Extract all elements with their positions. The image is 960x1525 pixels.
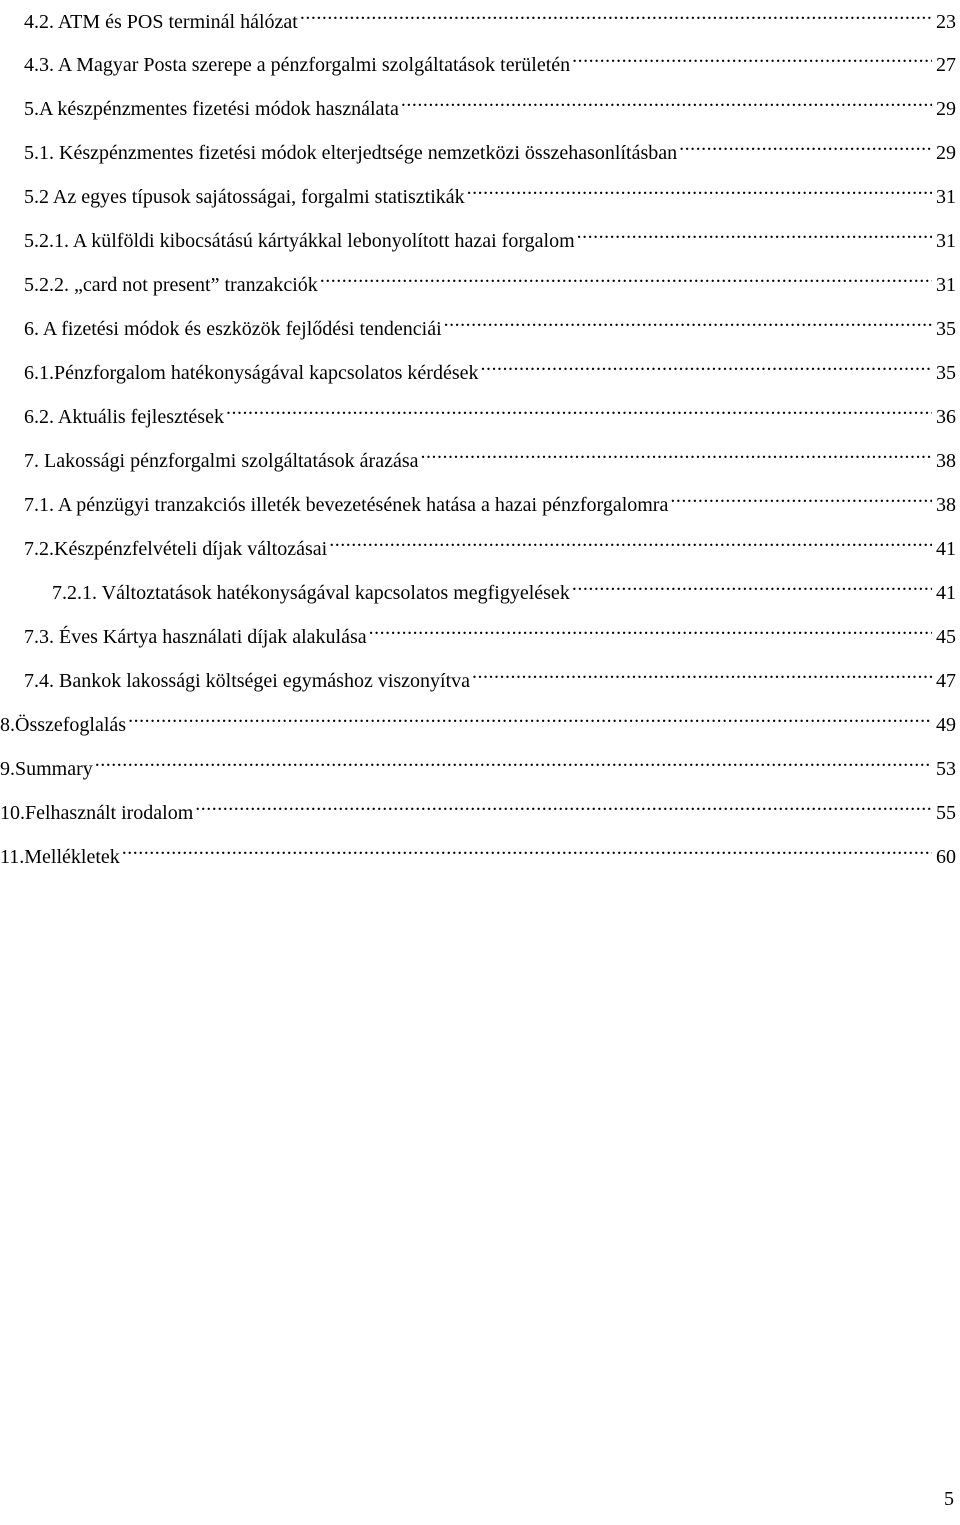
toc-entry[interactable] — [0, 745, 956, 780]
toc-leader-dots — [401, 85, 932, 115]
toc-entry-page: 23 — [932, 7, 956, 37]
toc-leader-dots — [572, 41, 932, 71]
toc-entry[interactable] — [24, 657, 956, 692]
toc-entry[interactable] — [24, 41, 956, 76]
toc-entry-page: 27 — [932, 50, 956, 80]
toc-leader-dots — [195, 789, 932, 819]
toc-entry-title: 5.2.2. „card not present” tranzakciók — [24, 270, 320, 300]
toc-entry-title: 10.Felhasznált irodalom — [0, 798, 195, 828]
toc-entry-title: 5.A készpénzmentes fizetési módok használata — [24, 94, 401, 124]
toc-entry[interactable] — [52, 569, 956, 604]
toc-leader-dots — [300, 0, 932, 28]
toc-entry-title: 9.Summary — [0, 754, 95, 784]
toc-entry-title: 4.2. ATM és POS terminál hálózat — [24, 7, 300, 37]
toc-entry[interactable] — [24, 173, 956, 208]
toc-entry-page: 29 — [932, 138, 956, 168]
toc-leader-dots — [572, 569, 932, 599]
toc-entry-title: 7.2.1. Változtatások hatékonyságával kapcsolatos megfigyelések — [52, 578, 572, 608]
toc-entry[interactable] — [0, 701, 956, 736]
toc-entry-page: 41 — [932, 534, 956, 564]
toc-entry-page: 36 — [932, 402, 956, 432]
toc-entry-page: 38 — [932, 446, 956, 476]
toc-entry-title: 6.2. Aktuális fejlesztések — [24, 402, 226, 432]
toc-entry-title: 6.1.Pénzforgalom hatékonyságával kapcsolatos kérdések — [24, 358, 481, 388]
toc-entry[interactable] — [24, 217, 956, 252]
toc-entry-page: 49 — [932, 710, 956, 740]
toc-entry-page: 47 — [932, 666, 956, 696]
toc-entry[interactable] — [24, 305, 956, 340]
toc-entry-title: 7.1. A pénzügyi tranzakciós illeték bevezetésének hatása a hazai pénzforgalomra — [24, 490, 670, 520]
toc-entry[interactable] — [24, 0, 956, 33]
toc-entry-title: 6. A fizetési módok és eszközök fejlődési tendenciái — [24, 314, 444, 344]
toc-entry-title: 7. Lakossági pénzforgalmi szolgáltatások árazása — [24, 446, 420, 476]
toc-entry[interactable] — [24, 525, 956, 560]
toc-leader-dots — [122, 833, 932, 863]
toc-entry-page: 41 — [932, 578, 956, 608]
toc-entry-title: 4.3. A Magyar Posta szerepe a pénzforgalmi szolgáltatások területén — [24, 50, 572, 80]
toc-entry[interactable] — [24, 481, 956, 516]
toc-entry-page: 31 — [932, 226, 956, 256]
toc-entry-page: 55 — [932, 798, 956, 828]
toc-entry-page: 31 — [932, 270, 956, 300]
toc-entry-page: 53 — [932, 754, 956, 784]
toc-entry-page: 35 — [932, 358, 956, 388]
toc-entry-page: 35 — [932, 314, 956, 344]
toc-entry-title: 7.4. Bankok lakossági költségei egymáshoz viszonyítva — [24, 666, 472, 696]
toc-leader-dots — [577, 217, 932, 247]
toc-leader-dots — [420, 437, 932, 467]
toc-entry-title: 8.Összefoglalás — [0, 710, 128, 740]
toc-entry-page: 31 — [932, 182, 956, 212]
toc-entry-title: 7.3. Éves Kártya használati díjak alakulása — [24, 622, 369, 652]
toc-entry-title: 5.2.1. A külföldi kibocsátású kártyákkal lebonyolított hazai forgalom — [24, 226, 577, 256]
toc-entry-page: 60 — [932, 842, 956, 872]
toc-entry-page: 38 — [932, 490, 956, 520]
toc-leader-dots — [320, 261, 932, 291]
toc-entry[interactable] — [24, 437, 956, 472]
toc-entry[interactable] — [24, 393, 956, 428]
toc-entry-title: 5.2 Az egyes típusok sajátosságai, forgalmi statisztikák — [24, 182, 467, 212]
toc-entry-page: 29 — [932, 94, 956, 124]
toc-entry[interactable] — [24, 85, 956, 120]
toc-leader-dots — [472, 657, 932, 687]
toc-leader-dots — [128, 701, 932, 731]
toc-entry-title: 5.1. Készpénzmentes fizetési módok elterjedtsége nemzetközi összehasonlításban — [24, 138, 679, 168]
toc-entry-title: 11.Mellékletek — [0, 842, 122, 872]
toc-leader-dots — [329, 525, 932, 555]
toc-entry[interactable] — [24, 261, 956, 296]
toc-entry[interactable] — [24, 129, 956, 164]
toc-entry[interactable] — [24, 349, 956, 384]
toc-leader-dots — [481, 349, 933, 379]
toc-leader-dots — [467, 173, 932, 203]
toc-entry[interactable] — [0, 789, 956, 824]
toc-leader-dots — [679, 129, 932, 159]
toc-leader-dots — [226, 393, 932, 423]
page-number: 5 — [944, 1488, 954, 1510]
toc-leader-dots — [670, 481, 932, 511]
toc-entry[interactable] — [24, 613, 956, 648]
toc-entry[interactable] — [0, 833, 956, 868]
toc-entry-page: 45 — [932, 622, 956, 652]
toc-leader-dots — [369, 613, 932, 643]
toc-entry-title: 7.2.Készpénzfelvételi díjak változásai — [24, 534, 329, 564]
toc-leader-dots — [444, 305, 932, 335]
toc-leader-dots — [95, 745, 932, 775]
